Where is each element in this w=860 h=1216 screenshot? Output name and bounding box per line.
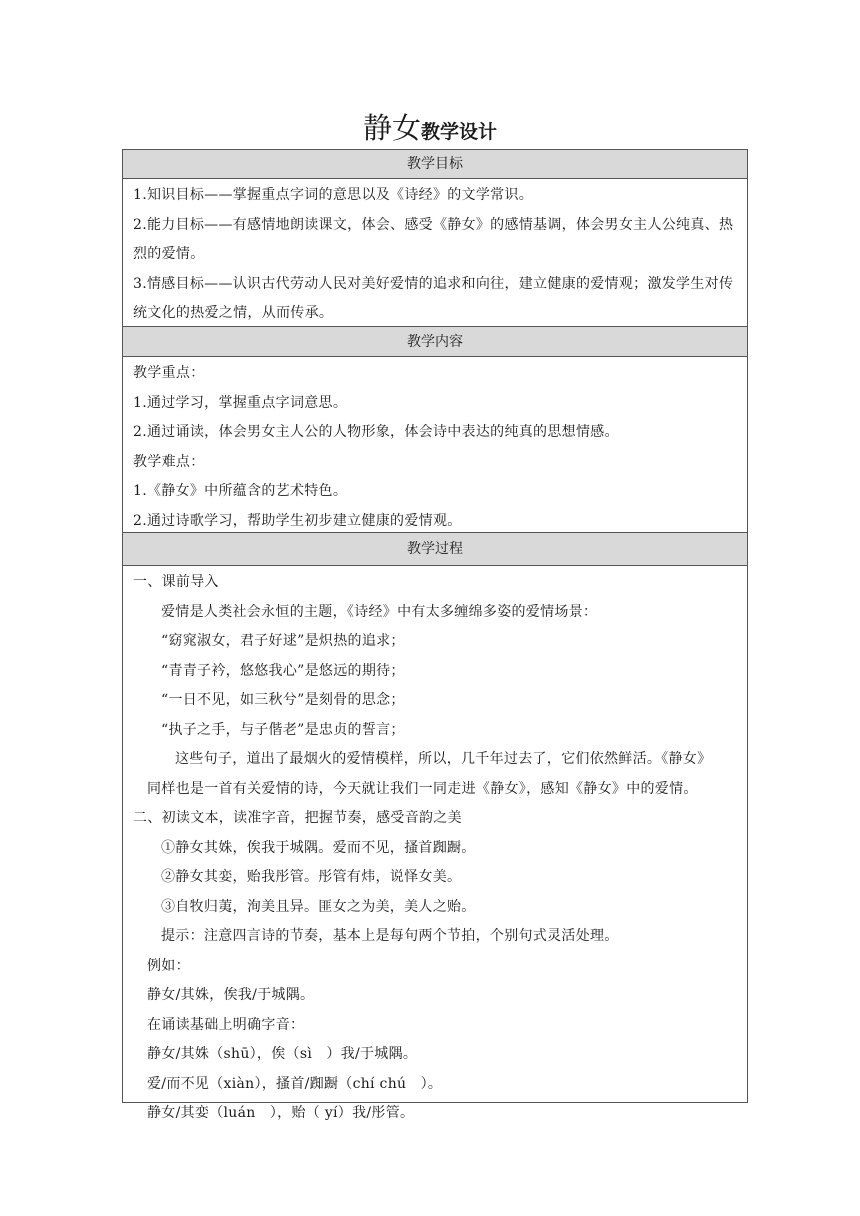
process-body bbox=[123, 566, 747, 1121]
process-line: 在诵读基础上明确字音： bbox=[147, 1016, 305, 1033]
content-body bbox=[123, 357, 747, 533]
process-line: “青青子衿，悠悠我心”是悠远的期待； bbox=[161, 662, 405, 679]
process-line: “一日不见，如三秋兮”是刻骨的思念； bbox=[161, 692, 405, 708]
process-line: 提示：注意四言诗的节奏，基本上是每句两个节拍，个别句式灵活处理。 bbox=[161, 928, 619, 944]
objective-item: 3.情感目标——认识古代劳动人民对美好爱情的追求和向往，建立健康的爱情观；激发学生对传统文化的热爱之情，从而传承。 bbox=[133, 275, 734, 321]
content-line: 教学难点： bbox=[133, 453, 205, 470]
process-line: ①静女其姝，俟我于城隅。爱而不见，搔首踟蹰。 bbox=[161, 839, 476, 856]
process-line: 这些句子，道出了最烟火的爱情模样，所以，几千年过去了，它们依然鲜活。《静女》 bbox=[175, 751, 712, 767]
process-header: 教学过程 bbox=[123, 533, 747, 566]
document-title bbox=[0, 106, 860, 147]
content-line: 2.通过诗歌学习，帮助学生初步建立健康的爱情观。 bbox=[133, 512, 462, 529]
lesson-plan-table bbox=[122, 149, 748, 1121]
title-main: 静女 bbox=[362, 111, 421, 145]
process-line: 二、初读文本，读准字音，把握节奏，感受音韵之美 bbox=[133, 810, 462, 826]
process-line: 静女/其姝（shū），俟（sì ）我/于城隅。 bbox=[147, 1046, 418, 1062]
content-line: 教学重点： bbox=[133, 365, 205, 381]
process-line: 一、课前导入 bbox=[133, 574, 219, 590]
process-line: 静女/其姝，俟我/于城隅。 bbox=[147, 987, 315, 1003]
process-line: “执子之手，与子偕老”是忠贞的誓言； bbox=[161, 721, 405, 738]
process-line: 同样也是一首有关爱情的诗，今天就让我们一同走进《静女》，感知《静女》中的爱情。 bbox=[147, 780, 698, 797]
content-line: 1.通过学习，掌握重点字词意思。 bbox=[133, 394, 348, 411]
process-line: 爱情是人类社会永恒的主题，《诗经》中有太多缠绵多姿的爱情场景： bbox=[161, 603, 598, 620]
process-line: ②静女其娈，贻我彤管。彤管有炜，说怿女美。 bbox=[161, 869, 462, 885]
content-line: 1.《静女》中所蕴含的艺术特色。 bbox=[133, 483, 348, 499]
process-line: 例如： bbox=[147, 957, 190, 974]
title-sub: 教学设计 bbox=[421, 121, 498, 143]
process-line: “窈窕淑女，君子好逑”是炽热的追求； bbox=[161, 633, 405, 649]
objectives-header: 教学目标 bbox=[123, 150, 747, 179]
objective-item: 1.知识目标——掌握重点字词的意思以及《诗经》的文学常识。 bbox=[133, 187, 534, 203]
content-header: 教学内容 bbox=[123, 327, 747, 357]
objective-item: 2.能力目标——有感情地朗读课文，体会、感受《静女》的感情基调，体会男女主人公纯真、热烈的爱情。 bbox=[133, 216, 734, 262]
objectives-body bbox=[123, 179, 747, 327]
content-line: 2.通过诵读，体会男女主人公的人物形象，体会诗中表达的纯真的思想情感。 bbox=[133, 424, 619, 440]
process-line: 静女/其娈（luán ），贻（ yí）我/彤管。 bbox=[147, 1105, 415, 1121]
process-line: 爱/而不见（xiàn），搔首/踟蹰（chí chú ）。 bbox=[147, 1075, 443, 1092]
process-line: ③自牧归荑，洵美且异。匪女之为美，美人之贻。 bbox=[161, 898, 476, 915]
